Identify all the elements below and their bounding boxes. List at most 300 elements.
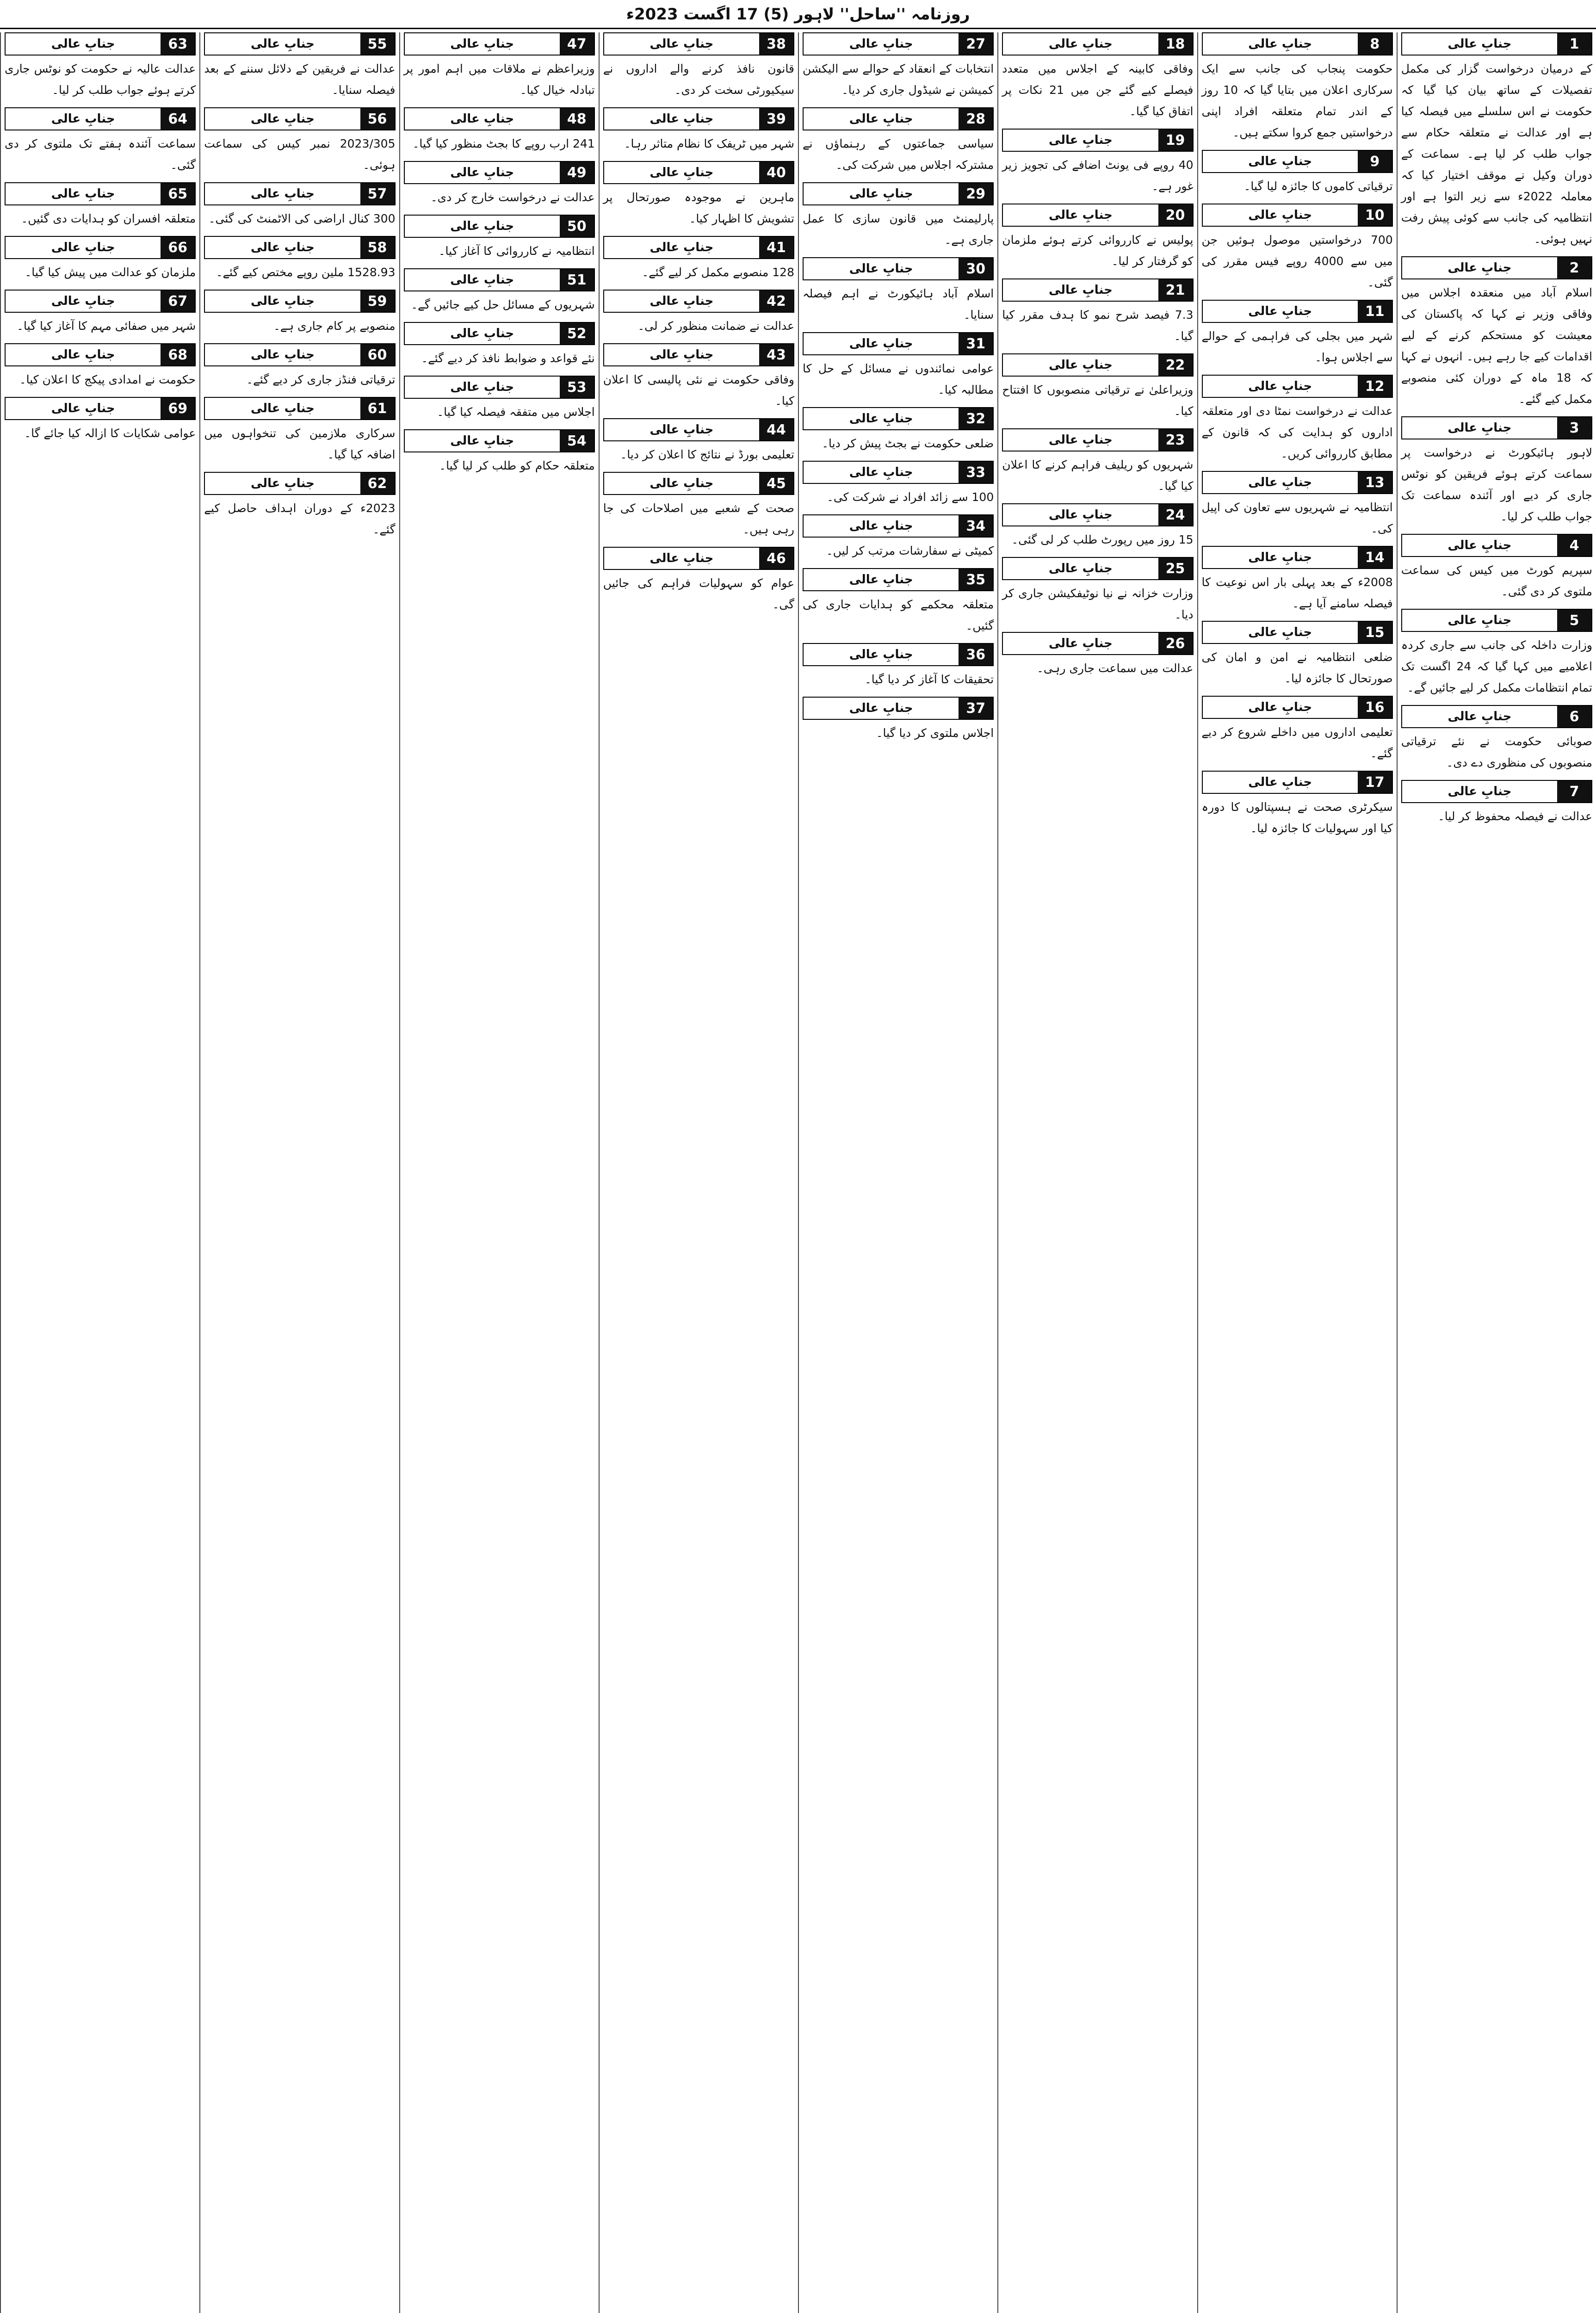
- notice-block: [603, 547, 794, 615]
- notice-header: [204, 32, 395, 56]
- notice-header: [1202, 300, 1393, 323]
- notice-text: تعلیمی بورڈ نے نتائج کا اعلان کر دیا۔: [620, 448, 794, 461]
- notice-number: 63: [161, 33, 195, 55]
- notice-number: 51: [560, 269, 594, 291]
- notice-number: 42: [759, 291, 793, 312]
- notice-label: جنابِ عالی: [1248, 304, 1312, 318]
- notice-label: جنابِ عالی: [1248, 155, 1312, 168]
- notice-text: 100 سے زائد افراد نے شرکت کی۔: [827, 490, 994, 504]
- notice-number: 40: [759, 162, 793, 183]
- notice-header: [1002, 632, 1193, 655]
- notice-number: 6: [1557, 706, 1591, 727]
- notice-number: 35: [959, 569, 993, 590]
- notice-number: 26: [1158, 633, 1193, 654]
- notice-text: حکومت نے امدادی پیکج کا اعلان کیا۔: [19, 373, 196, 386]
- notice-label: جنابِ عالی: [849, 573, 913, 587]
- notice-label: جنابِ عالی: [450, 273, 514, 287]
- notice-number: 53: [560, 377, 594, 398]
- notice-text: شہریوں کے مسائل حل کیے جائیں گے۔: [411, 298, 595, 311]
- notice-text: 300 کنال اراضی کی الاٹمنٹ کی گئی۔: [208, 212, 396, 225]
- notice-label: جنابِ عالی: [849, 465, 913, 479]
- notice-number: 16: [1358, 697, 1392, 718]
- notice-header: [404, 215, 595, 238]
- notice-label: جنابِ عالی: [1248, 37, 1312, 51]
- notice-text: انتخابات کے انعقاد کے حوالے سے الیکشن کمیشن نے شیڈول جاری کر دیا۔: [803, 62, 994, 97]
- notice-number: 2: [1557, 257, 1591, 278]
- notice-number: 44: [759, 419, 793, 440]
- notice-number: 54: [560, 430, 594, 451]
- notice-number: 37: [959, 698, 993, 719]
- notice-header: [803, 182, 994, 205]
- notice-number: 15: [1358, 622, 1392, 643]
- notice-label: جنابِ عالی: [1248, 700, 1312, 714]
- notice-text: وفاقی کابینہ کے اجلاس میں متعدد فیصلے کیے گئے جن میں 21 نکات پر اتفاق کیا گیا۔: [1002, 62, 1194, 118]
- notice-number: 27: [959, 33, 993, 55]
- notice-text: وزیراعظم نے ملاقات میں اہم امور پر تبادلہ خیال کیا۔: [403, 62, 595, 97]
- notice-label: جنابِ عالی: [1048, 208, 1113, 222]
- notice-number: 18: [1158, 33, 1193, 55]
- notice-block: [1002, 503, 1193, 550]
- notice-header: [803, 697, 994, 720]
- notice-block: [5, 107, 196, 176]
- notice-text: سرکاری ملازمین کی تنخواہوں میں اضافہ کیا گیا۔: [204, 427, 396, 461]
- notice-text: عدالت نے درخواست نمٹا دی اور متعلقہ اداروں کو ہدایت کی کہ قانون کے مطابق کارروائی کریں۔: [1201, 404, 1393, 460]
- notice-text: عوامی شکایات کا ازالہ کیا جائے گا۔: [24, 427, 196, 440]
- notice-header: [404, 429, 595, 452]
- notice-label: جنابِ عالی: [849, 648, 913, 662]
- notice-number: 69: [161, 398, 195, 419]
- notice-label: جنابِ عالی: [1048, 637, 1113, 650]
- notice-number: 55: [360, 33, 395, 55]
- notice-header: [803, 514, 994, 538]
- notice-block: [603, 107, 794, 155]
- notice-text: انتظامیہ نے شہریوں سے تعاون کی اپیل کی۔: [1201, 501, 1393, 535]
- notice-text: اجلاس ملتوی کر دیا گیا۔: [876, 726, 994, 740]
- notice-label: جنابِ عالی: [450, 166, 514, 179]
- notice-label: جنابِ عالی: [450, 37, 514, 51]
- notice-text: 128 منصوبے مکمل کر لیے گئے۔: [642, 266, 794, 279]
- notice-header: [603, 32, 794, 56]
- notice-label: جنابِ عالی: [1448, 37, 1512, 51]
- notice-text: ملزمان کو عدالت میں پیش کیا گیا۔: [25, 266, 196, 279]
- notice-label: جنابِ عالی: [1048, 562, 1113, 575]
- notice-block: [803, 407, 994, 454]
- notice-label: جنابِ عالی: [1448, 785, 1512, 798]
- notice-text: عدالت میں سماعت جاری رہی۔: [1037, 662, 1194, 675]
- notice-header: [1202, 771, 1393, 794]
- notice-number: 21: [1158, 279, 1193, 301]
- news-column: [997, 32, 1197, 2313]
- notice-header: [1002, 353, 1193, 377]
- notice-block: [204, 32, 395, 101]
- notice-text: 1528.93 ملین روپے مختص کیے گئے۔: [216, 266, 396, 279]
- notice-label: جنابِ عالی: [849, 262, 913, 276]
- notice-label: جنابِ عالی: [650, 37, 714, 51]
- notice-label: جنابِ عالی: [450, 380, 514, 394]
- notice-text: پارلیمنٹ میں قانون سازی کا عمل جاری ہے۔: [803, 212, 994, 247]
- notice-block: [1202, 471, 1393, 539]
- notice-label: جنابِ عالی: [1048, 133, 1113, 147]
- notice-header: [1002, 503, 1193, 526]
- notice-number: 56: [360, 108, 395, 130]
- notice-label: جنابِ عالی: [51, 402, 115, 415]
- notice-text: ترقیاتی کاموں کا جائزہ لیا گیا۔: [1243, 179, 1393, 193]
- notice-block: [1202, 150, 1393, 197]
- notice-text: لاہور ہائیکورٹ نے درخواست پر سماعت کرتے ہوئے فریقین کو نوٹس جاری کر دیے اور آئندہ سماعت تک جواب طلب کر لیا۔: [1401, 446, 1592, 523]
- notice-label: جنابِ عالی: [650, 348, 714, 362]
- notice-block: [1202, 375, 1393, 464]
- notice-header: [603, 472, 794, 495]
- notice-number: 58: [360, 237, 395, 258]
- notice-label: جنابِ عالی: [849, 412, 913, 426]
- notice-header: [1401, 416, 1592, 439]
- notice-text: ضلعی حکومت نے بجٹ پیش کر دیا۔: [822, 437, 994, 450]
- notice-header: [404, 32, 595, 56]
- notice-header: [603, 161, 794, 184]
- notice-label: جنابِ عالی: [849, 519, 913, 533]
- notice-header: [1401, 780, 1592, 803]
- notice-number: 34: [959, 515, 993, 537]
- notice-block: [1202, 300, 1393, 368]
- notice-number: 46: [759, 548, 793, 569]
- notice-text: شہر میں بجلی کی فراہمی کے حوالے سے اجلاس ہوا۔: [1201, 329, 1393, 364]
- notice-number: 41: [759, 237, 793, 258]
- notice-header: [204, 236, 395, 259]
- notice-header: [1002, 129, 1193, 152]
- notice-text: اجلاس میں متفقہ فیصلہ کیا گیا۔: [437, 405, 595, 419]
- notice-number: 17: [1358, 772, 1392, 793]
- notice-header: [5, 397, 196, 420]
- notice-header: [603, 236, 794, 259]
- notice-header: [5, 107, 196, 130]
- notice-label: جنابِ عالی: [1448, 261, 1512, 275]
- notice-label: جنابِ عالی: [51, 112, 115, 126]
- notice-header: [1202, 546, 1393, 569]
- notice-number: 47: [560, 33, 594, 55]
- notice-label: جنابِ عالی: [51, 37, 115, 51]
- notice-block: [603, 472, 794, 540]
- notice-block: [1401, 416, 1592, 527]
- notice-block: [803, 697, 994, 744]
- notice-block: [1202, 621, 1393, 689]
- notice-header: [803, 32, 994, 56]
- notice-block: [5, 236, 196, 283]
- notice-label: جنابِ عالی: [1248, 476, 1312, 489]
- notice-label: جنابِ عالی: [849, 701, 913, 715]
- notice-number: 57: [360, 183, 395, 204]
- notice-number: 64: [161, 108, 195, 130]
- notice-header: [803, 407, 994, 430]
- notice-number: 23: [1158, 429, 1193, 451]
- notice-text: عدالت عالیہ نے حکومت کو نوٹس جاری کرتے ہوئے جواب طلب کر لیا۔: [5, 62, 196, 97]
- notice-text: کے درمیان درخواست گزار کی مکمل تفصیلات کے ساتھ بیان کیا گیا کہ حکومت نے اس سلسلے میں فیصلہ کیا ہے اور عدالت نے متعلقہ حکام سے جواب طلب کر لیا ہے۔ سماعت کے دوران وکیل نے موقف اختیار کیا کہ معاملہ 2022ء سے زیر التوا ہے اور انتظامیہ کی جانب سے کوئی پیش رفت نہیں ہوئی۔: [1401, 62, 1592, 246]
- notice-header: [404, 268, 595, 291]
- notice-text: وزارت داخلہ کی جانب سے جاری کردہ اعلامیے میں کہا گیا کہ 24 اگست تک تمام انتظامات مکمل کر لیے جائیں گے۔: [1401, 638, 1592, 694]
- notice-text: متعلقہ محکمے کو ہدایات جاری کی گئیں۔: [803, 598, 994, 632]
- notice-block: [803, 568, 994, 637]
- notice-number: 39: [759, 108, 793, 130]
- notice-text: 15 روز میں رپورٹ طلب کر لی گئی۔: [1011, 533, 1194, 546]
- notice-block: [204, 343, 395, 390]
- notice-block: [1401, 534, 1592, 602]
- notice-text: 241 ارب روپے کا بجٹ منظور کیا گیا۔: [412, 137, 595, 150]
- notice-block: [1401, 256, 1592, 410]
- notice-block: [404, 107, 595, 155]
- notice-number: 52: [560, 323, 594, 344]
- notice-block: [1002, 32, 1193, 122]
- notice-text: عدالت نے فیصلہ محفوظ کر لیا۔: [1438, 810, 1592, 823]
- notice-block: [1202, 696, 1393, 764]
- notice-label: جنابِ عالی: [51, 294, 115, 308]
- notice-header: [1002, 428, 1193, 451]
- notice-number: 20: [1158, 204, 1193, 226]
- notice-block: [1002, 428, 1193, 497]
- notice-text: 7.3 فیصد شرح نمو کا ہدف مقرر کیا گیا۔: [1002, 308, 1194, 343]
- notice-header: [5, 236, 196, 259]
- notice-number: 10: [1358, 204, 1392, 226]
- notice-label: جنابِ عالی: [1448, 421, 1512, 435]
- notice-header: [1202, 696, 1393, 719]
- notice-header: [1401, 32, 1592, 56]
- notice-header: [1202, 32, 1393, 56]
- notice-number: 7: [1557, 781, 1591, 802]
- notice-label: جنابِ عالی: [1048, 283, 1113, 297]
- notice-block: [603, 343, 794, 412]
- notice-header: [1202, 621, 1393, 644]
- notice-text: 700 درخواستیں موصول ہوئیں جن میں سے 4000 روپے فیس مقرر کی گئی۔: [1201, 233, 1393, 289]
- notice-text: سیکرٹری صحت نے ہسپتالوں کا دورہ کیا اور سہولیات کا جائزہ لیا۔: [1201, 800, 1393, 835]
- notice-number: 12: [1358, 376, 1392, 397]
- notice-label: جنابِ عالی: [250, 348, 315, 362]
- notice-header: [603, 290, 794, 313]
- notice-header: [204, 397, 395, 420]
- notice-header: [1401, 609, 1592, 632]
- notice-header: [1002, 557, 1193, 580]
- notice-label: جنابِ عالی: [650, 112, 714, 126]
- notice-number: 5: [1557, 610, 1591, 631]
- notice-text: عدالت نے درخواست خارج کر دی۔: [430, 191, 595, 204]
- notice-header: [603, 547, 794, 570]
- notice-block: [404, 268, 595, 315]
- notice-block: [204, 397, 395, 465]
- notice-text: اسلام آباد ہائیکورٹ نے اہم فیصلہ سنایا۔: [803, 287, 994, 322]
- notice-header: [204, 182, 395, 205]
- notice-number: 62: [360, 473, 395, 494]
- notice-header: [603, 418, 794, 441]
- notice-block: [1002, 129, 1193, 197]
- notice-label: جنابِ عالی: [250, 241, 315, 254]
- notice-header: [404, 107, 595, 130]
- notice-header: [404, 161, 595, 184]
- notice-block: [803, 32, 994, 101]
- notice-number: 38: [759, 33, 793, 55]
- notice-text: سیاسی جماعتوں کے رہنماؤں نے مشترکہ اجلاس میں شرکت کی۔: [803, 137, 994, 172]
- notice-header: [1202, 471, 1393, 494]
- notice-block: [1401, 32, 1592, 250]
- notice-block: [204, 236, 395, 283]
- notice-number: 33: [959, 462, 993, 483]
- notice-header: [1002, 32, 1193, 56]
- notice-text: وفاقی حکومت نے نئی پالیسی کا اعلان کیا۔: [603, 373, 794, 408]
- notice-block: [603, 236, 794, 283]
- notice-text: شہر میں ٹریفک کا نظام متاثر رہا۔: [624, 137, 794, 150]
- notice-block: [803, 514, 994, 562]
- notice-block: [204, 472, 395, 540]
- notice-label: جنابِ عالی: [650, 476, 714, 490]
- notice-label: جنابِ عالی: [650, 294, 714, 308]
- notice-label: جنابِ عالی: [450, 219, 514, 233]
- notice-number: 59: [360, 291, 395, 312]
- notice-block: [1002, 278, 1193, 347]
- notice-number: 29: [959, 183, 993, 204]
- notice-block: [5, 397, 196, 444]
- notice-text: صوبائی حکومت نے نئے ترقیاتی منصوبوں کی منظوری دے دی۔: [1401, 735, 1592, 769]
- notice-label: جنابِ عالی: [849, 37, 913, 51]
- notice-header: [5, 343, 196, 366]
- notice-label: جنابِ عالی: [250, 294, 315, 308]
- notice-block: [603, 290, 794, 337]
- notice-block: [1002, 353, 1193, 422]
- notice-block: [803, 461, 994, 508]
- notice-header: [204, 107, 395, 130]
- notice-label: جنابِ عالی: [1448, 613, 1512, 627]
- notice-number: 67: [161, 291, 195, 312]
- notice-label: جنابِ عالی: [1048, 433, 1113, 447]
- notice-label: جنابِ عالی: [650, 241, 714, 254]
- notice-text: متعلقہ حکام کو طلب کر لیا گیا۔: [439, 459, 595, 472]
- notice-number: 28: [959, 108, 993, 130]
- notice-label: جنابِ عالی: [51, 187, 115, 201]
- notice-number: 31: [959, 333, 993, 354]
- notice-block: [803, 182, 994, 251]
- notice-number: 1: [1557, 33, 1591, 55]
- notice-text: 40 روپے فی یونٹ اضافے کی تجویز زیر غور ہے۔: [1002, 158, 1194, 193]
- news-column: [1197, 32, 1397, 2313]
- notice-number: 60: [360, 344, 395, 365]
- news-column: [399, 32, 599, 2313]
- news-column: [1397, 32, 1596, 2313]
- notice-header: [1401, 534, 1592, 557]
- notice-block: [1202, 546, 1393, 614]
- notice-number: 65: [161, 183, 195, 204]
- notice-label: جنابِ عالی: [849, 112, 913, 126]
- notice-text: نئے قواعد و ضوابط نافذ کر دیے گئے۔: [421, 352, 595, 365]
- notice-block: [803, 332, 994, 401]
- notice-number: 68: [161, 344, 195, 365]
- notice-text: وزیراعلیٰ نے ترقیاتی منصوبوں کا افتتاح کیا۔: [1002, 383, 1194, 418]
- notice-block: [204, 182, 395, 229]
- notice-number: 36: [959, 644, 993, 665]
- notice-block: [803, 107, 994, 176]
- notice-number: 30: [959, 258, 993, 279]
- notice-header: [204, 290, 395, 313]
- notice-block: [803, 257, 994, 326]
- notice-block: [1002, 632, 1193, 679]
- notice-block: [1401, 705, 1592, 773]
- notice-number: 19: [1158, 130, 1193, 151]
- notice-block: [5, 182, 196, 229]
- news-column: [199, 32, 399, 2313]
- notice-header: [404, 376, 595, 399]
- masthead: روزنامہ ''ساحل'' لاہور (5) 17 اگست 2023ء: [0, 0, 1596, 29]
- notice-number: 8: [1358, 33, 1392, 55]
- notice-text: عدالت نے فریقین کے دلائل سننے کے بعد فیصلہ سنایا۔: [204, 62, 396, 97]
- notice-text: 2023ء کے دوران اہداف حاصل کیے گئے۔: [204, 501, 396, 536]
- notice-label: جنابِ عالی: [250, 37, 315, 51]
- notice-header: [1002, 204, 1193, 227]
- news-column: [599, 32, 798, 2313]
- notice-text: پولیس نے کارروائی کرتے ہوئے ملزمان کو گرفتار کر لیا۔: [1002, 233, 1194, 268]
- notice-block: [404, 376, 595, 423]
- notice-header: [803, 568, 994, 591]
- notice-label: جنابِ عالی: [51, 241, 115, 254]
- notice-header: [603, 107, 794, 130]
- notice-header: [1202, 150, 1393, 173]
- notice-number: 24: [1158, 504, 1193, 526]
- notice-number: 50: [560, 216, 594, 237]
- notice-header: [204, 472, 395, 495]
- notice-text: شہر میں صفائی مہم کا آغاز کیا گیا۔: [17, 319, 196, 333]
- notice-header: [1202, 375, 1393, 398]
- notice-block: [1202, 771, 1393, 839]
- notice-text: سپریم کورٹ میں کیس کی سماعت ملتوی کر دی گئی۔: [1401, 563, 1592, 598]
- notice-header: [5, 182, 196, 205]
- notice-label: جنابِ عالی: [1048, 358, 1113, 372]
- notice-text: حکومت پنجاب کی جانب سے ایک سرکاری اعلان میں بتایا گیا کہ 10 روز کے اندر تمام متعلقہ افراد اپنی درخواستیں جمع کروا سکتے ہیں۔: [1201, 62, 1393, 139]
- notice-block: [1401, 780, 1592, 827]
- notice-label: جنابِ عالی: [650, 166, 714, 179]
- notice-block: [404, 322, 595, 369]
- notice-header: [1401, 705, 1592, 728]
- notice-text: سماعت آئندہ ہفتے تک ملتوی کر دی گئی۔: [5, 137, 196, 172]
- notice-label: جنابِ عالی: [849, 187, 913, 201]
- news-column: [798, 32, 997, 2313]
- notice-number: 25: [1158, 558, 1193, 579]
- notice-text: عوام کو سہولیات فراہم کی جائیں گی۔: [603, 576, 794, 611]
- notice-block: [1002, 204, 1193, 272]
- notice-header: [803, 107, 994, 130]
- notice-label: جنابِ عالی: [450, 112, 514, 126]
- notice-block: [5, 290, 196, 337]
- notice-block: [1202, 32, 1393, 143]
- notice-label: جنابِ عالی: [1048, 508, 1113, 522]
- notice-number: 11: [1358, 301, 1392, 322]
- notice-header: [1202, 204, 1393, 227]
- notice-block: [1202, 204, 1393, 293]
- notice-number: 32: [959, 408, 993, 429]
- notice-label: جنابِ عالی: [849, 337, 913, 351]
- notice-text: منصوبے پر کام جاری ہے۔: [273, 319, 396, 333]
- notice-block: [1002, 557, 1193, 625]
- notice-label: جنابِ عالی: [650, 423, 714, 437]
- notice-text: صحت کے شعبے میں اصلاحات کی جا رہی ہیں۔: [603, 501, 794, 536]
- notice-block: [1401, 609, 1592, 699]
- notice-text: عوامی نمائندوں نے مسائل کے حل کا مطالبہ کیا۔: [803, 362, 994, 396]
- notice-header: [1002, 278, 1193, 302]
- notice-label: جنابِ عالی: [1448, 538, 1512, 552]
- notice-number: 43: [759, 344, 793, 365]
- notice-label: جنابِ عالی: [450, 327, 514, 340]
- notice-number: 66: [161, 237, 195, 258]
- notice-header: [5, 290, 196, 313]
- notice-label: جنابِ عالی: [250, 187, 315, 201]
- notice-label: جنابِ عالی: [1248, 550, 1312, 564]
- notice-label: جنابِ عالی: [650, 551, 714, 565]
- notice-header: [803, 461, 994, 484]
- notice-text: 2023/305 نمبر کیس کی سماعت ہوئی۔: [204, 137, 396, 172]
- notice-header: [603, 343, 794, 366]
- notice-label: جنابِ عالی: [1048, 37, 1113, 51]
